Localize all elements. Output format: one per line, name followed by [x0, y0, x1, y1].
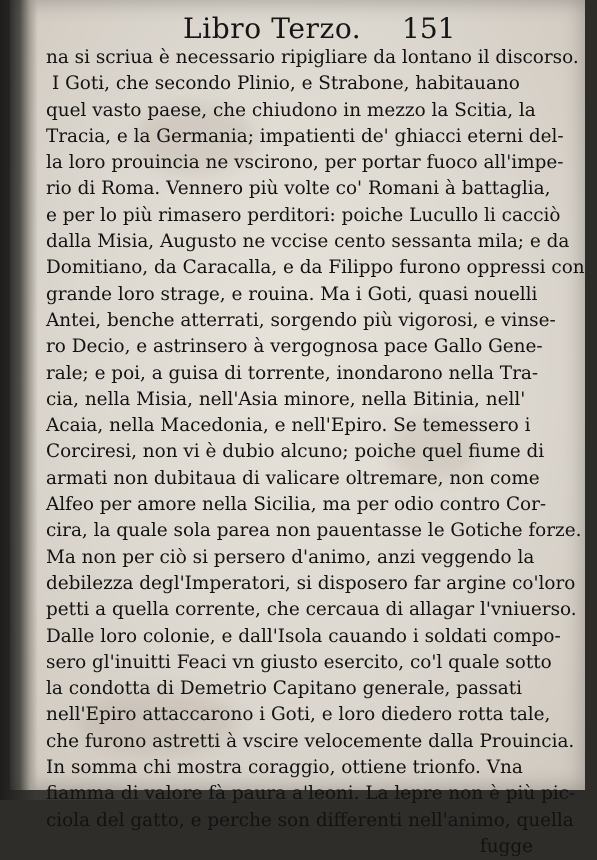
text-line: debilezza degl'Imperatori, si disposero far argine co'loro — [46, 572, 576, 594]
text-line: Tracia, e la Germania; impatienti de' ghiacci eterni del- — [46, 125, 564, 147]
text-line: quel vasto paese, che chiudono in mezzo la Scitia, la — [46, 99, 536, 121]
text-line: Corciresi, non vi è dubio alcuno; poiche quel fiume di — [46, 441, 545, 463]
book-page — [10, 0, 585, 857]
text-line: nell'Epiro attaccarono i Goti, e loro diedero rotta tale, — [46, 704, 551, 726]
text-line: che furono astretti à vscire velocemente dalla Prouincia. — [46, 730, 575, 752]
text-line: Dalle loro colonie, e dall'Isola cauando i soldati compo- — [46, 625, 561, 647]
text-line: armati non dubitaua di valicare oltremare, non come — [46, 467, 540, 489]
text-line: dalla Misia, Augusto ne vccise cento sessanta mila; e da — [46, 231, 570, 253]
page-number: 151 — [402, 12, 456, 45]
text-line: cira, la quale sola parea non pauentasse le Gotiche forze. — [46, 520, 582, 542]
text-line: rio di Roma. Vennero più volte co' Romani à battaglia, — [46, 178, 551, 200]
text-line: e per lo più rimasero perditori: poiche Lucullo li cacciò — [46, 204, 561, 226]
text-line: ro Decio, e astrinsero à vergognosa pace Gallo Gene- — [46, 336, 543, 358]
page-gutter-shadow — [10, 0, 38, 790]
text-line: grande loro strage, e rouina. Ma i Goti, quasi nouelli — [46, 283, 538, 305]
text-line: Ma non per ciò si persero d'animo, anzi veggendo la — [46, 546, 535, 568]
text-line: Antei, benche atterrati, sorgendo più vigorosi, e vinse- — [46, 309, 556, 331]
text-line: fiamma di valore fà paura a'leoni. La lepre non è più pic- — [46, 783, 576, 805]
text-line: I Goti, che secondo Plinio, e Strabone, habitauano — [52, 73, 520, 95]
text-line: la loro prouincia ne vscirono, per portar fuoco all'impe- — [46, 152, 564, 174]
text-line: na si scriua è necessario ripigliare da lontano il discorso. — [46, 47, 579, 68]
text-line: ciola del gatto, e perche son differenti nell'animo, quella — [46, 809, 574, 831]
body-text — [46, 45, 585, 857]
text-line: Acaia, nella Macedonia, e nell'Epiro. Se temessero i — [46, 415, 531, 437]
catchword: fugge — [479, 835, 533, 857]
text-line: In somma chi mostra coraggio, ottiene trionfo. Vna — [46, 757, 523, 779]
text-line: rale; e poi, a guisa di torrente, inondarono nella Tra- — [46, 362, 539, 384]
text-line: sero gl'inuitti Feaci vn giusto esercito, co'l quale sotto — [46, 651, 552, 673]
text-line: Alfeo per amore nella Sicilia, ma per odio contro Cor- — [46, 494, 547, 516]
text-line: cia, nella Misia, nell'Asia minore, nella Bitinia, nell' — [46, 388, 526, 410]
text-line: la condotta di Demetrio Capitano generale, passati — [46, 678, 523, 700]
text-line: Domitiano, da Caracalla, e da Filippo furono oppressi con — [46, 257, 585, 279]
text-line: petti a quella corrente, che cercaua di allagar l'vniuerso. — [46, 599, 577, 621]
running-head: Libro Terzo. — [183, 12, 362, 45]
